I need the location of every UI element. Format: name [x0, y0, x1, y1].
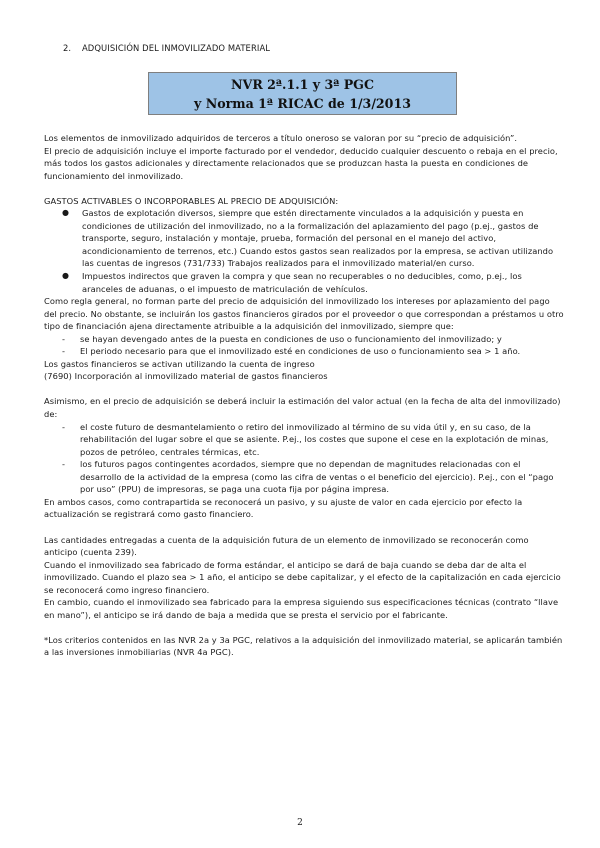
section-number: 2.	[63, 43, 72, 53]
list-item: - los futuros pagos contingentes acordados, siempre que no dependan de magnitudes relacionadas con el desarrollo de la actividad de la empresa (como las cifra de ventas o el beneficio del ejercicio). P.ej., con el “pago por uso” (PPU) de impresoras, se paga una cuota fija por página impresa.	[62, 459, 554, 495]
list-item: - el coste futuro de desmantelamiento o retiro del inmovilizado al término de su vida útil y, en su caso, de la rehabilitación del lugar sobre el que se asiente. P.ej., los costes que supone el cese en la explotación de minas, pozos de petróleo, centrales térmicas, etc.	[62, 421, 549, 457]
section-heading	[63, 43, 270, 53]
estimation-closing: En ambos casos, como contrapartida se reconocerá un pasivo, y su ajuste de valor en cada ejercicio por efecto la actualización se registrará como gasto financiero.	[44, 496, 523, 520]
norm-title-line-1: NVR 2ª.1.1 y 3ª PGC	[231, 77, 374, 92]
estimation-list	[44, 421, 564, 496]
page-number: 2	[297, 818, 303, 828]
anticipos-paragraph-3: En cambio, cuando el inmovilizado sea fabricado para la empresa siguiendo sus especificaciones técnicas (contrato “llave en mano”), el anticipo se irá dando de baja a medida que se presta el servicio por el fabricante.	[44, 597, 559, 620]
footnote: *Los criterios contenidos en las NVR 2a y 3a PGC, relativos a la adquisición del inmovilizado material, se aplicarán también a las inversiones inmobiliarias (NVR 4a PGC).	[44, 634, 563, 658]
anticipos-paragraph-1: Las cantidades entregadas a cuenta de la adquisición futura de un elemento de inmovilizado se reconocerán como anticipo (cuenta 239).	[44, 534, 529, 558]
gastos-bullet-list	[44, 207, 564, 295]
dash-icon: -	[62, 346, 66, 357]
gastos-heading: GASTOS ACTIVABLES O INCORPORABLES AL PRECIO DE ADQUISICIÓN:	[44, 195, 339, 206]
anticipos-paragraph-2: Cuando el inmovilizado sea fabricado de forma estándar, el anticipo se dará de baja cuando se deba dar de alta el inmovilizado. Cuando el plazo sea > 1 año, el anticipo se debe capitalizar, y el efecto de la capitalización en cada ejercicio se reconocerá como ingreso financiero.	[44, 559, 561, 595]
dash-icon: -	[62, 459, 66, 470]
dash-icon: -	[62, 421, 66, 432]
intro-paragraph-2: El precio de adquisición incluye el importe facturado por el vendedor, deducido cualquier descuento o rebaja en el precio, más todos los gastos adicionales y directamente relacionados que se produzcan hasta la puesta en condiciones de funcionamiento del inmovilizado.	[44, 145, 558, 181]
estimation-intro: Asimismo, en el precio de adquisición se deberá incluir la estimación del valor actual (en la fecha de alta del inmovilizado) de:	[44, 396, 561, 420]
financial-conditions-list	[44, 333, 564, 358]
financial-costs-paragraph: Como regla general, no forman parte del precio de adquisición del inmovilizado los intereses por aplazamiento del pago del precio. No obstante, se incluirán los gastos financieros girados por el proveedor o que correspondan a préstamos u otro tipo de financiación ajena directamente atribuible a la adquisición del inmovilizado, siempre que:	[44, 296, 564, 332]
activation-line-1: Los gastos financieros se activan utilizando la cuenta de ingreso	[44, 358, 315, 369]
section-title: ADQUISICIÓN DEL INMOVILIZADO MATERIAL	[81, 43, 271, 53]
bullet-icon: ●	[62, 271, 70, 281]
bullet-icon: ●	[62, 208, 70, 218]
list-item: ● Gastos de explotación diversos, siempre que estén directamente vinculados a la adquisición y puesta en condiciones de utilización del inmovilizado, no a la formalización del aplazamiento del pago (p.ej., gastos de transporte, seguro, instalación y montaje, prueba, formación del personal en el manejo del activo, acondicionamiento de terrenos, etc.) Cuando estos gastos sean realizados por la empresa, se activan utilizando las cuentas de ingresos (731/733) Trabajos realizados para el inmovilizado material/en curso.	[62, 208, 554, 269]
dash-icon: -	[62, 333, 66, 344]
activation-line-2: (7690) Incorporación al inmovilizado material de gastos financieros	[44, 371, 328, 382]
list-item: ● Impuestos indirectos que graven la compra y que sean no recuperables o no deducibles, como, p.ej., los aranceles de aduanas, o el impuesto de matriculación de vehículos.	[62, 271, 522, 294]
norm-title-line-2: y Norma 1ª RICAC de 1/3/2013	[194, 95, 411, 111]
norm-title-box	[148, 72, 457, 115]
intro-paragraph-1: Los elementos de inmovilizado adquiridos de terceros a título oneroso se valoran por su “precio de adquisición”.	[44, 133, 518, 143]
body-text	[44, 132, 564, 659]
list-item: - El periodo necesario para que el inmovilizado esté en condiciones de uso o funcionamiento sea > 1 año.	[62, 346, 521, 357]
list-item: - se hayan devengado antes de la puesta en condiciones de uso o funcionamiento del inmovilizado; y	[62, 333, 502, 344]
